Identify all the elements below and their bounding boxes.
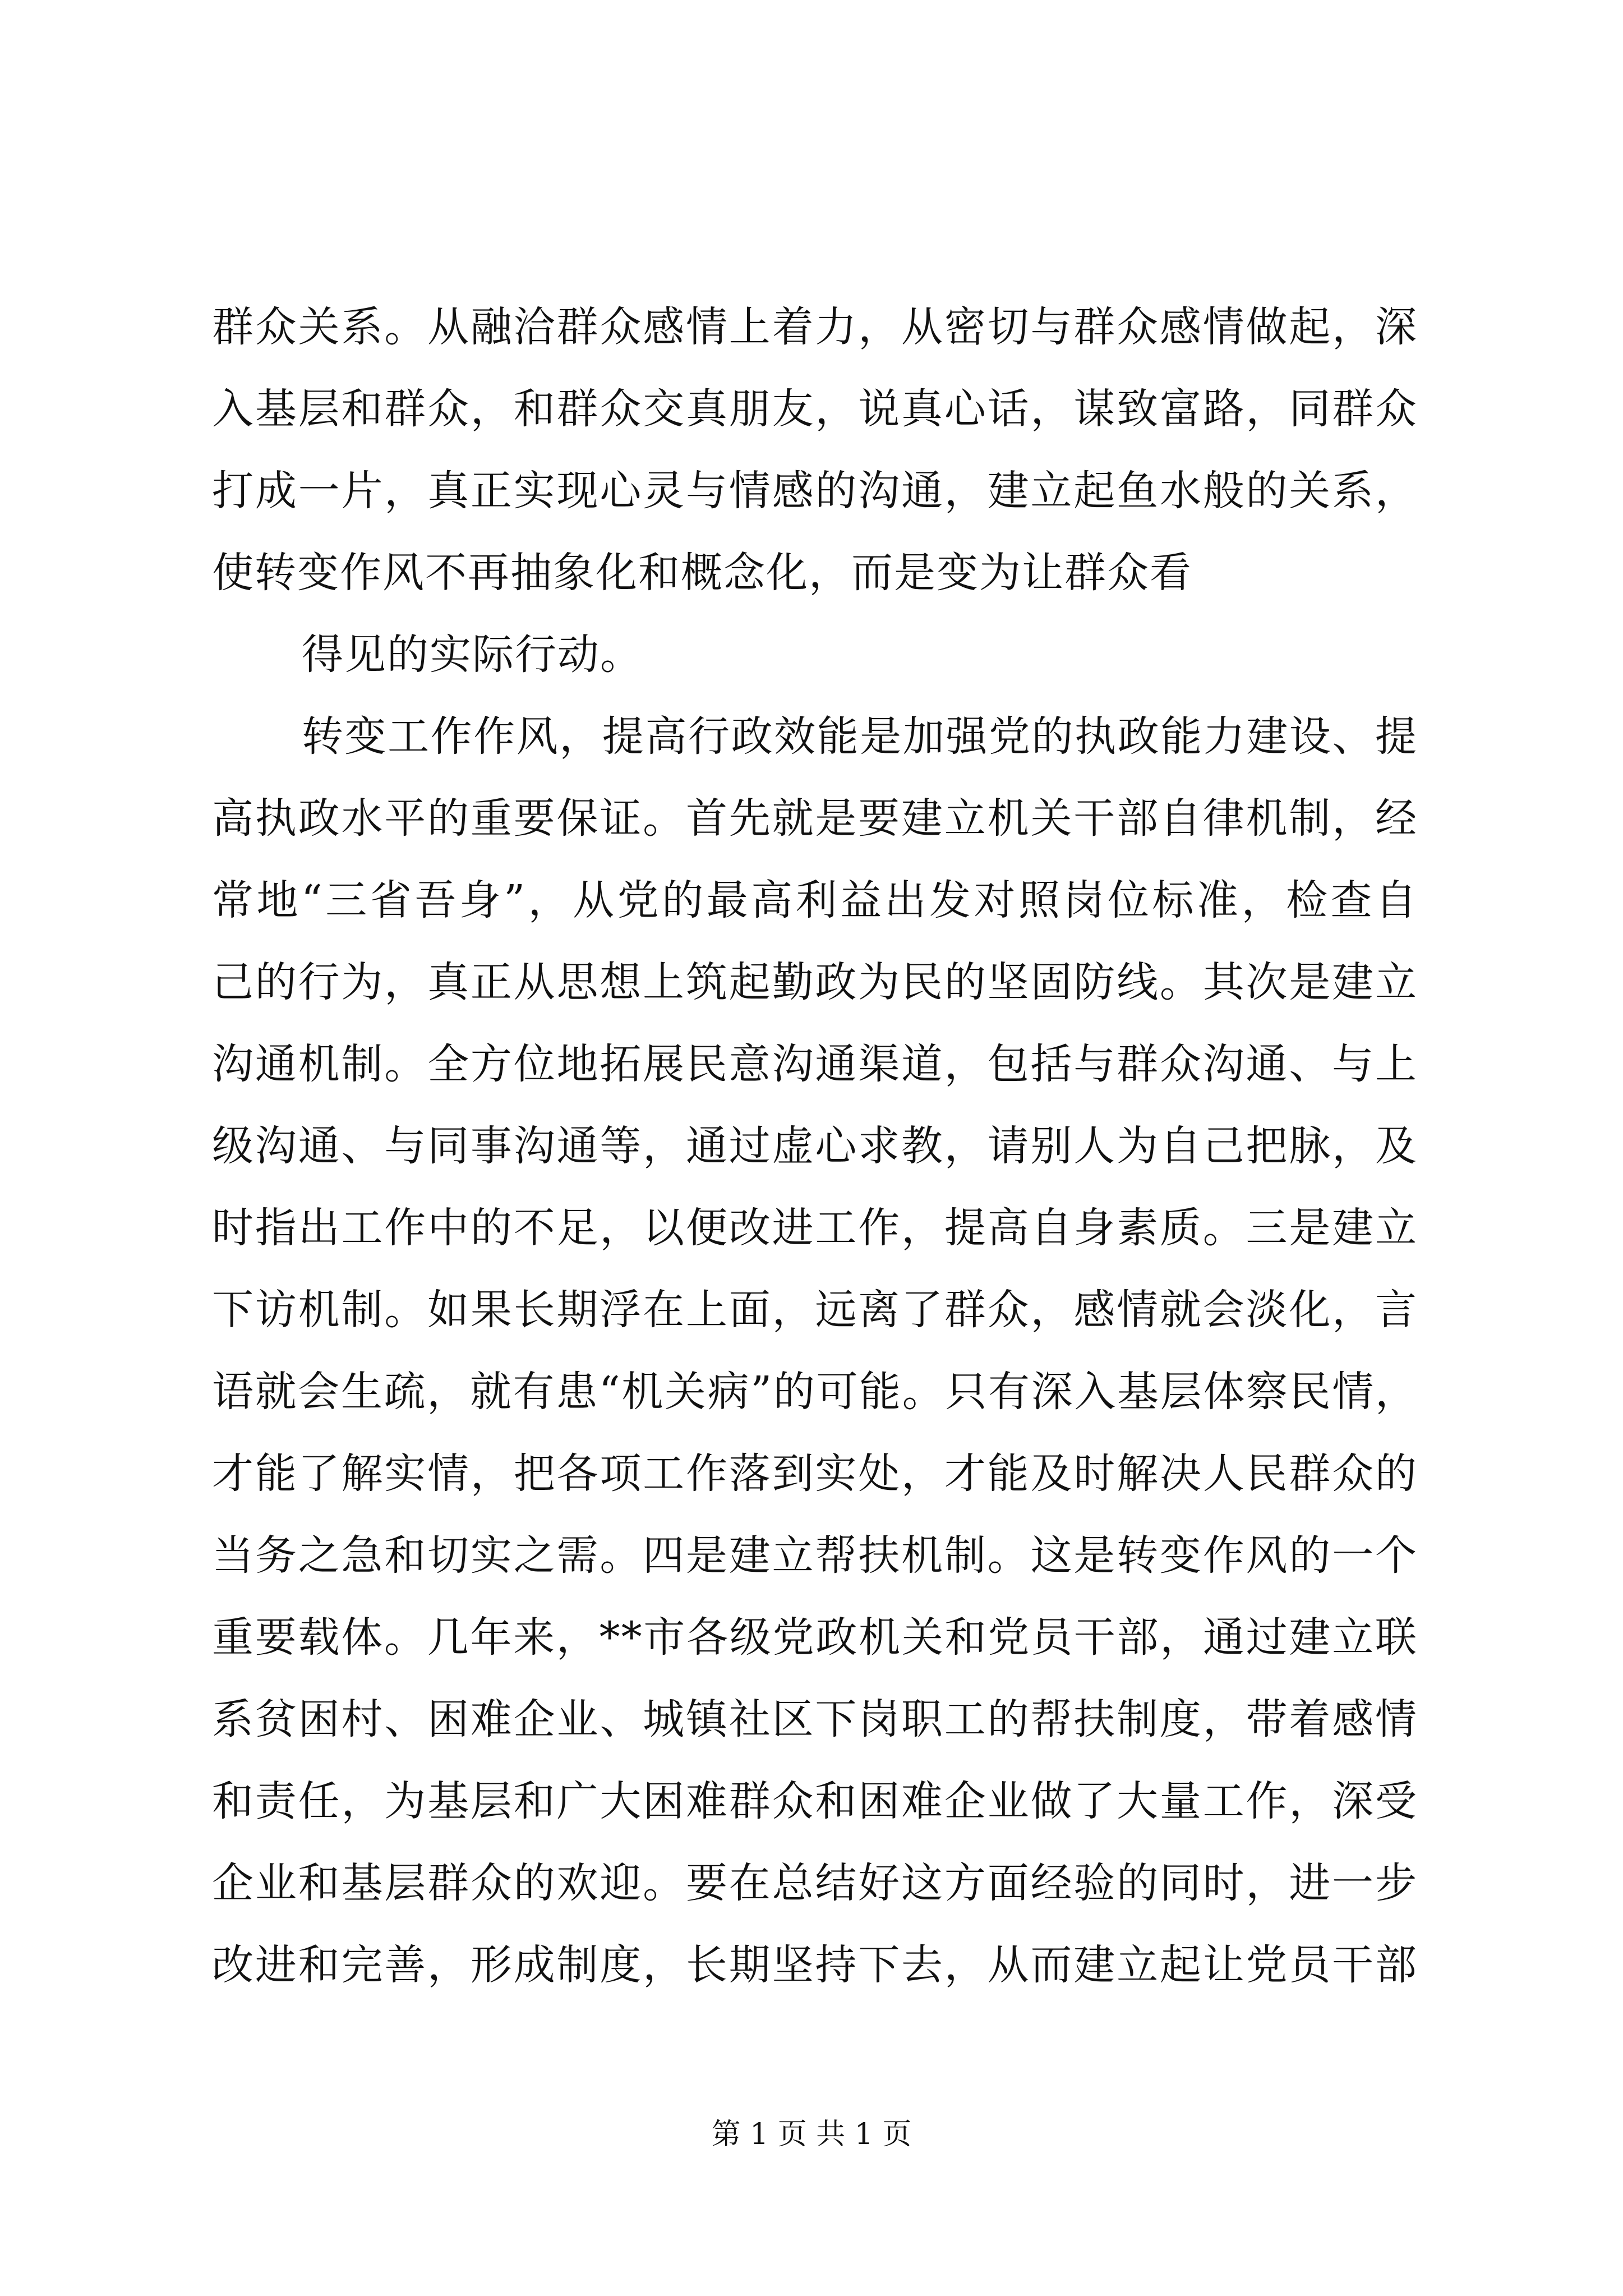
text-line: 常地“三省吾身”，从党的最高利益出发对照岗位标准，检查自 [212, 876, 1418, 924]
text-line: 己的行为，真正从思想上筑起勤政为民的坚固防线。其次是建立 [212, 958, 1418, 1006]
document-body [212, 286, 1418, 2006]
text-line: 和责任，为基层和广大困难群众和困难企业做了大量工作，深受 [212, 1777, 1418, 1825]
text-line: 打成一片，真正实现心灵与情感的沟通，建立起鱼水般的关系， [212, 467, 1418, 515]
text-line: 使转变作风不再抽象化和概念化，而是变为让群众看 [212, 549, 1192, 597]
text-line: 入基层和群众，和群众交真朋友，说真心话，谋致富路，同群众 [212, 385, 1418, 433]
text-line: 重要载体。几年来，**市各级党政机关和党员干部，通过建立联 [212, 1613, 1418, 1662]
paragraph-first-line: 转变工作作风，提高行政效能是加强党的执政能力建设、提 [302, 712, 1418, 761]
text-line: 高执政水平的重要保证。首先就是要建立机关干部自律机制，经 [212, 794, 1418, 843]
text-line: 改进和完善，形成制度，长期坚持下去，从而建立起让党员干部 [212, 1941, 1418, 1989]
text-line: 沟通机制。全方位地拓展民意沟通渠道，包括与群众沟通、与上 [212, 1040, 1418, 1088]
text-line: 才能了解实情，把各项工作落到实处，才能及时解决人民群众的 [212, 1450, 1418, 1498]
text-line: 时指出工作中的不足，以便改进工作，提高自身素质。三是建立 [212, 1204, 1418, 1252]
text-line: 得见的实际行动。 [302, 631, 643, 679]
text-line: 企业和基层群众的欢迎。要在总结好这方面经验的同时，进一步 [212, 1859, 1418, 1907]
text-line: 下访机制。如果长期浮在上面，远离了群众，感情就会淡化，言 [212, 1286, 1418, 1334]
text-line: 系贫困村、困难企业、城镇社区下岗职工的帮扶制度，带着感情 [212, 1695, 1418, 1743]
text-line: 级沟通、与同事沟通等，通过虚心求教，请别人为自己把脉，及 [212, 1122, 1418, 1170]
page-footer: 第 1 页 共 1 页 [711, 2118, 912, 2151]
text-line: 语就会生疏，就有患“机关病”的可能。只有深入基层体察民情， [212, 1368, 1418, 1416]
text-line: 群众关系。从融洽群众感情上着力，从密切与群众感情做起，深 [212, 303, 1418, 351]
text-line: 当务之急和切实之需。四是建立帮扶机制。这是转变作风的一个 [212, 1531, 1418, 1580]
